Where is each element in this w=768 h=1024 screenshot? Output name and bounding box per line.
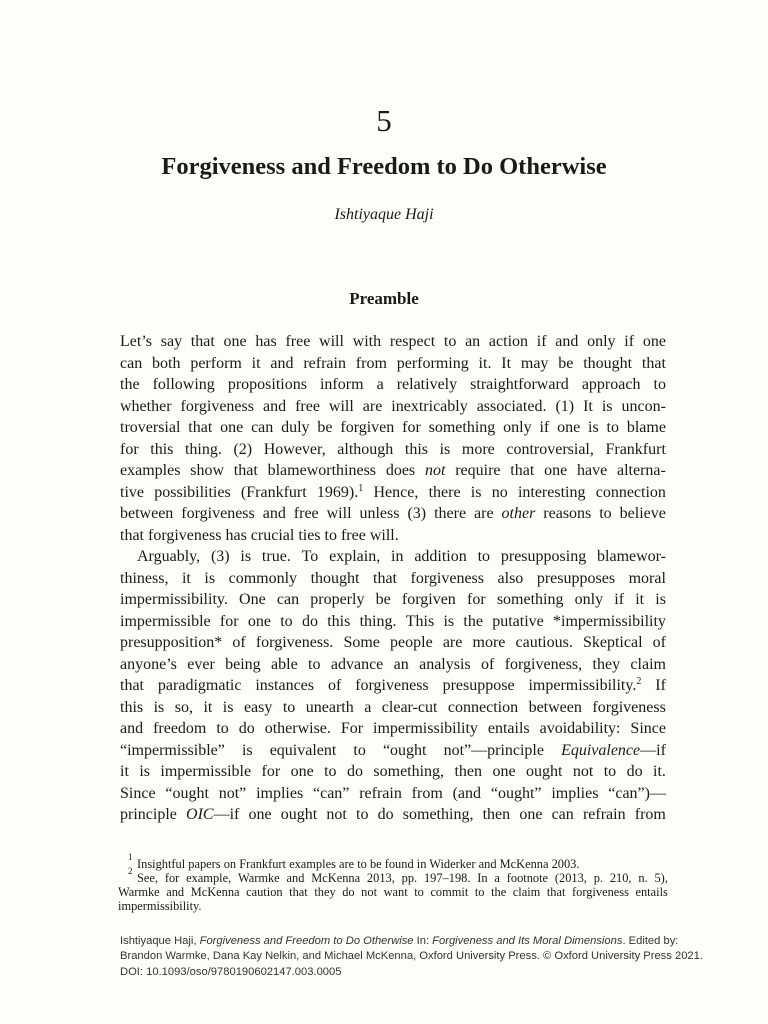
text-line: and freedom to do otherwise. For impermissibility entails avoidability: Since: [120, 720, 666, 737]
citation-line-1: Ishtiyaque Haji, Forgiveness and Freedom to Do Otherwise In: Forgiveness and Its Moral Dimensions. Edited by:: [120, 935, 679, 947]
text-line: Arguably, (3) is true. To explain, in addition to presupposing blamewor-: [137, 548, 666, 565]
text-line: tive possibilities (Frankfurt 1969).$^1$ Hence, there is no interesting connection: [120, 482, 666, 501]
citation-block: [120, 934, 703, 980]
footnote-mark: 1: [128, 852, 137, 862]
text-line: presupposition* of forgiveness. Some people are more cautious. Skeptical of: [120, 634, 666, 651]
text-line: this is so, it is easy to unearth a clear-cut connection between forgiveness: [120, 698, 666, 716]
footnote-mark: 2: [128, 866, 137, 876]
chapter-title: Forgiveness and Freedom to Do Otherwise: [161, 153, 607, 180]
text-line: whether forgiveness and free will are inextricably associated. (1) It is uncon-: [120, 397, 666, 415]
footnote-line: 2 See, for example, Warmke and McKenna 2013, pp. 197–198. In a footnote (2013, p. 210, n. 5),: [128, 866, 668, 885]
text-line: principle OIC—if one ought not to do something, then one can refrain from: [120, 806, 666, 823]
text-line: between forgiveness and free will unless (3) there are other reasons to believe: [120, 505, 666, 522]
text-line: impermissible for one to do this thing. This is the putative *impermissibility: [120, 612, 666, 630]
footnote-line: impermissibility.: [118, 899, 202, 914]
footnote-2: [118, 866, 668, 914]
footnote-1: [118, 852, 668, 871]
text-line: impermissibility. One can properly be forgiven for something only if it is: [120, 591, 666, 608]
text-line: thiness, it is commonly thought that forgiveness also presupposes moral: [120, 569, 666, 587]
body-text: [120, 331, 666, 826]
text-line: can both perform it and refrain from performing it. It may be thought that: [120, 354, 666, 372]
text-line: it is impermissible for one to do something, then one ought not to do it.: [120, 763, 666, 780]
footnote-line: Warmke and McKenna caution that they do not want to commit to the claim that forgiveness entails: [118, 885, 668, 900]
footnote-line: 1 Insightful papers on Frankfurt examples are to be found in Widerker and McKenna 2003.: [128, 852, 580, 871]
chapter-author: Ishtiyaque Haji: [334, 206, 434, 223]
text-line: troversial that one can duly be forgiven for something only if one is to blame: [120, 419, 666, 436]
text-line: for this thing. (2) However, although this is more controversial, Frankfurt: [120, 440, 666, 458]
text-line: examples show that blameworthiness does not require that one have alterna-: [120, 462, 666, 479]
text-line: the following propositions inform a relatively straightforward approach to: [120, 376, 666, 393]
section-heading: Preamble: [349, 289, 419, 308]
chapter-number: 5: [376, 103, 392, 138]
text-line: “impermissible” is equivalent to “ought not”—principle Equivalence—if: [120, 741, 666, 759]
text-line: Since “ought not” implies “can” refrain from (and “ought” implies “can”)—: [120, 784, 666, 802]
citation-line-2: Brandon Warmke, Dana Kay Nelkin, and Michael McKenna, Oxford University Press. © Oxford University Press 2021.: [120, 950, 703, 963]
citation-line-3: DOI: 10.1093/oso/9780190602147.003.0005: [120, 965, 342, 978]
text-line: that forgiveness has crucial ties to free will.: [120, 526, 399, 544]
text-line: anyone’s ever being able to advance an analysis of forgiveness, they claim: [120, 655, 666, 673]
text-line: Let’s say that one has free will with respect to an action if and only if one: [120, 333, 666, 350]
text-line: that paradigmatic instances of forgiveness presuppose impermissibility.$^2$ If: [120, 676, 666, 694]
